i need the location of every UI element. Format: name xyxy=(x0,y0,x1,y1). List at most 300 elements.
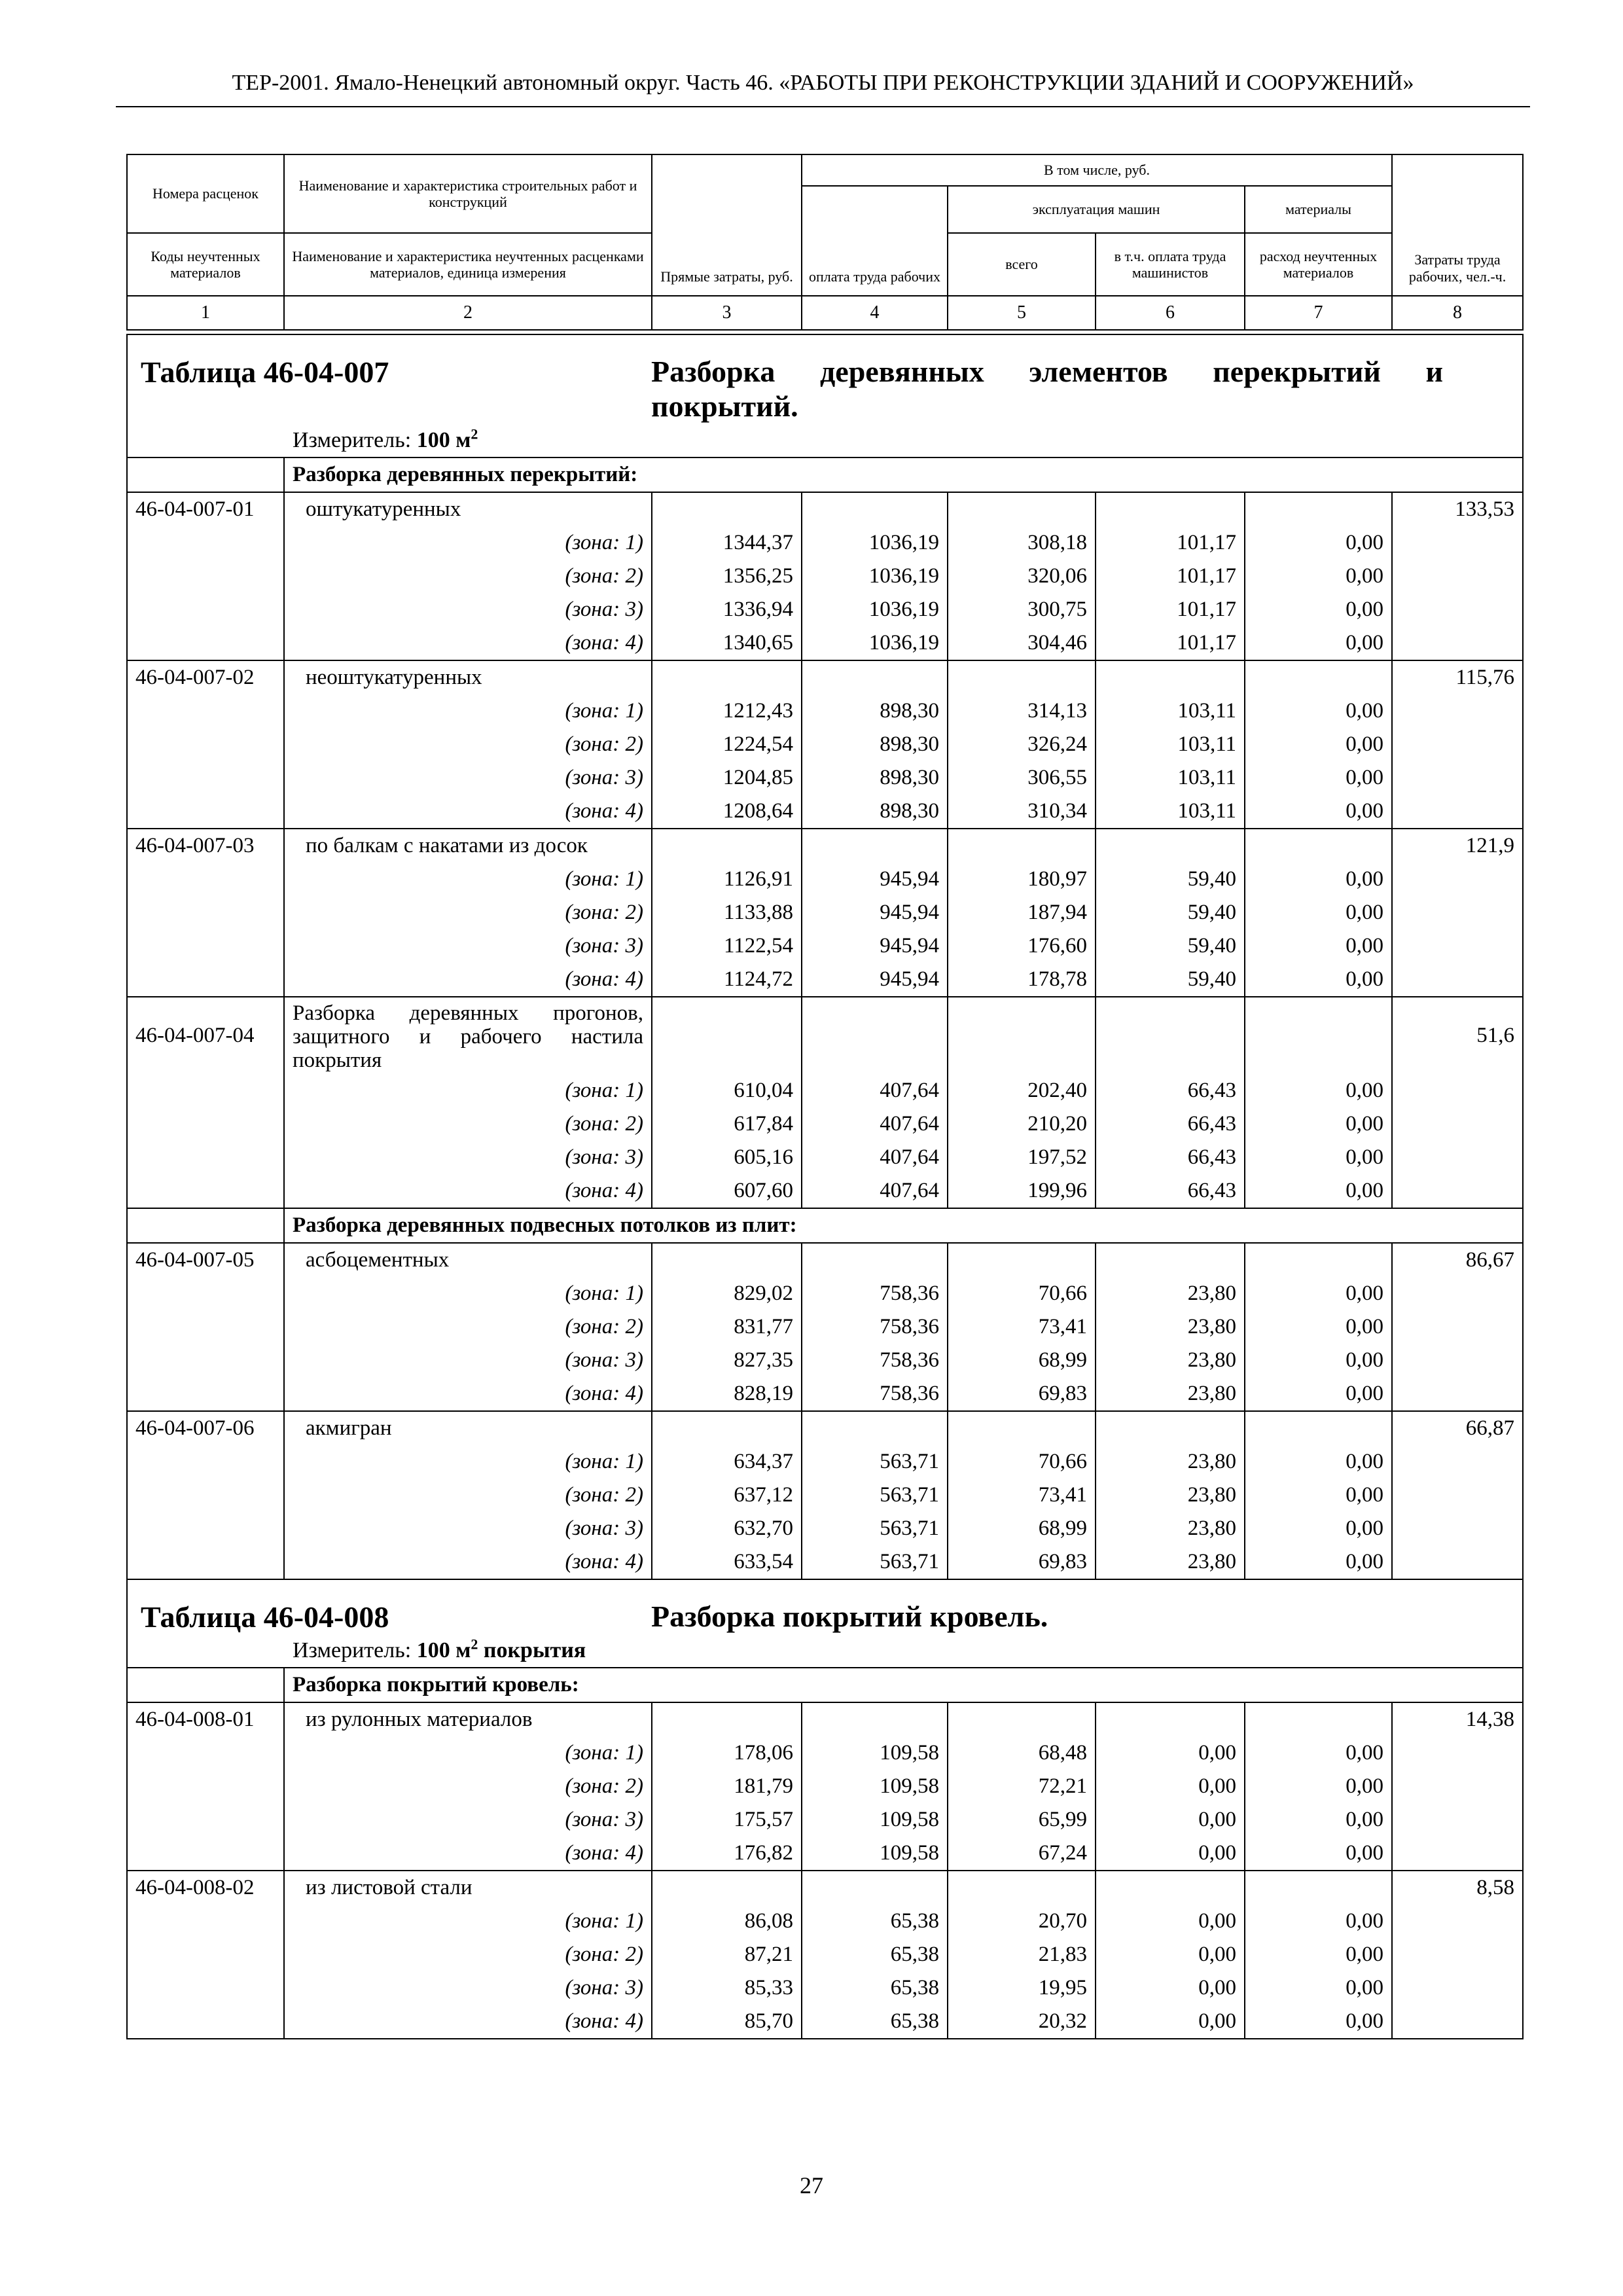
empty-cell xyxy=(1392,1445,1523,1479)
empty-cell xyxy=(652,829,802,863)
labor-value: 51,6 xyxy=(1392,997,1523,1074)
empty-cell xyxy=(1392,593,1523,626)
zone-row xyxy=(127,1938,1523,1971)
empty-cell xyxy=(127,1344,284,1377)
machines-total: 67,24 xyxy=(948,1837,1096,1871)
labor-value: 66,87 xyxy=(1392,1411,1523,1445)
direct-costs: 175,57 xyxy=(652,1803,802,1837)
direct-costs: 831,77 xyxy=(652,1310,802,1344)
direct-costs: 607,60 xyxy=(652,1174,802,1208)
machinist-wages: 0,00 xyxy=(1096,1905,1245,1938)
materials-consumption: 0,00 xyxy=(1245,929,1392,963)
table-id: Таблица 46-04-007 xyxy=(141,355,389,389)
zone-row xyxy=(127,1310,1523,1344)
empty-cell xyxy=(1392,1479,1523,1512)
meter xyxy=(293,1638,586,1663)
empty-cell xyxy=(127,593,284,626)
empty-cell xyxy=(1096,1411,1245,1445)
zone-row xyxy=(127,761,1523,795)
machines-total: 202,40 xyxy=(948,1074,1096,1107)
direct-costs: 176,82 xyxy=(652,1837,802,1871)
materials-consumption: 0,00 xyxy=(1245,963,1392,997)
section-spacer xyxy=(127,1668,284,1702)
rate-code: 46-04-008-02 xyxy=(127,1871,284,1905)
machines-total: 197,52 xyxy=(948,1141,1096,1174)
labor-value: 8,58 xyxy=(1392,1871,1523,1905)
machinist-wages: 101,17 xyxy=(1096,526,1245,560)
header-codes-materials: Коды неучтенных материалов xyxy=(127,233,284,296)
wages: 65,38 xyxy=(802,2005,948,2039)
direct-costs: 1340,65 xyxy=(652,626,802,660)
wages: 945,94 xyxy=(802,896,948,929)
machinist-wages: 103,11 xyxy=(1096,795,1245,829)
zone-row xyxy=(127,1837,1523,1871)
zone-label: (зона: 1) xyxy=(284,1074,652,1107)
rate-code: 46-04-007-03 xyxy=(127,829,284,863)
rates-table xyxy=(126,334,1524,2039)
empty-cell xyxy=(127,1174,284,1208)
wages: 109,58 xyxy=(802,1837,948,1871)
empty-cell xyxy=(1392,694,1523,728)
empty-cell xyxy=(127,1479,284,1512)
meter-sup: 2 xyxy=(471,1636,478,1653)
empty-cell xyxy=(1392,1736,1523,1770)
empty-cell xyxy=(802,1243,948,1277)
empty-cell xyxy=(127,1545,284,1579)
empty-cell xyxy=(127,1938,284,1971)
direct-costs: 633,54 xyxy=(652,1545,802,1579)
section-spacer xyxy=(127,457,284,492)
materials-consumption: 0,00 xyxy=(1245,694,1392,728)
table-title-cell xyxy=(127,1579,1523,1634)
rate-code: 46-04-008-01 xyxy=(127,1702,284,1736)
rate-name: асбоцементных xyxy=(284,1243,652,1277)
materials-consumption: 0,00 xyxy=(1245,761,1392,795)
section-title: Разборка деревянных перекрытий: xyxy=(284,457,1523,492)
zone-label: (зона: 3) xyxy=(284,1344,652,1377)
machines-total: 68,99 xyxy=(948,1344,1096,1377)
direct-costs: 87,21 xyxy=(652,1938,802,1971)
labor-value: 133,53 xyxy=(1392,492,1523,526)
empty-cell xyxy=(127,626,284,660)
empty-cell xyxy=(127,963,284,997)
wages: 109,58 xyxy=(802,1770,948,1803)
machinist-wages: 103,11 xyxy=(1096,728,1245,761)
empty-cell xyxy=(802,829,948,863)
zone-label: (зона: 2) xyxy=(284,1107,652,1141)
zone-row xyxy=(127,1141,1523,1174)
machines-total: 310,34 xyxy=(948,795,1096,829)
section-title: Разборка покрытий кровель: xyxy=(284,1668,1523,1702)
empty-cell xyxy=(1392,1512,1523,1545)
header-labor: Затраты труда рабочих, чел.-ч. xyxy=(1392,154,1523,296)
machines-total: 178,78 xyxy=(948,963,1096,997)
rate-row xyxy=(127,492,1523,526)
column-number: 3 xyxy=(652,296,802,330)
direct-costs: 637,12 xyxy=(652,1479,802,1512)
meter-value: 100 м xyxy=(416,427,471,452)
header-including: В том числе, руб. xyxy=(802,154,1392,186)
materials-consumption: 0,00 xyxy=(1245,1971,1392,2005)
empty-cell xyxy=(127,1074,284,1107)
machines-total: 314,13 xyxy=(948,694,1096,728)
column-number: 6 xyxy=(1096,296,1245,330)
empty-cell xyxy=(127,1770,284,1803)
materials-consumption: 0,00 xyxy=(1245,896,1392,929)
wages: 758,36 xyxy=(802,1344,948,1377)
zone-row xyxy=(127,2005,1523,2039)
empty-cell xyxy=(1392,1344,1523,1377)
header-name: Наименование и характеристика строительных работ и конструкций xyxy=(284,154,652,233)
rate-row xyxy=(127,829,1523,863)
zone-row xyxy=(127,1545,1523,1579)
empty-cell xyxy=(652,1871,802,1905)
materials-consumption: 0,00 xyxy=(1245,1074,1392,1107)
empty-cell xyxy=(1245,1702,1392,1736)
materials-consumption: 0,00 xyxy=(1245,728,1392,761)
meter-cell xyxy=(127,424,1523,457)
header-name-materials: Наименование и характеристика неучтенных расценками материалов, единица измерения xyxy=(284,233,652,296)
wages: 1036,19 xyxy=(802,560,948,593)
machines-total: 69,83 xyxy=(948,1545,1096,1579)
direct-costs: 85,33 xyxy=(652,1971,802,2005)
empty-cell xyxy=(127,795,284,829)
zone-label: (зона: 1) xyxy=(284,1277,652,1310)
materials-consumption: 0,00 xyxy=(1245,560,1392,593)
empty-cell xyxy=(802,997,948,1074)
empty-cell xyxy=(652,1411,802,1445)
wages: 407,64 xyxy=(802,1107,948,1141)
zone-row xyxy=(127,1107,1523,1141)
empty-cell xyxy=(127,1141,284,1174)
zone-label: (зона: 2) xyxy=(284,560,652,593)
machines-total: 69,83 xyxy=(948,1377,1096,1411)
materials-consumption: 0,00 xyxy=(1245,1905,1392,1938)
zone-row xyxy=(127,1377,1523,1411)
materials-consumption: 0,00 xyxy=(1245,1277,1392,1310)
empty-cell xyxy=(1392,1837,1523,1871)
machinist-wages: 23,80 xyxy=(1096,1277,1245,1310)
meter xyxy=(293,425,478,453)
zone-label: (зона: 4) xyxy=(284,795,652,829)
zone-label: (зона: 4) xyxy=(284,626,652,660)
table-title: Разборка деревянных элементов перекрытий и покрытий. xyxy=(651,355,1443,423)
empty-cell xyxy=(1392,626,1523,660)
machines-total: 73,41 xyxy=(948,1310,1096,1344)
empty-cell xyxy=(1245,1243,1392,1277)
direct-costs: 1133,88 xyxy=(652,896,802,929)
header-rule xyxy=(116,106,1530,107)
empty-cell xyxy=(1392,1277,1523,1310)
empty-cell xyxy=(1245,1411,1392,1445)
empty-cell xyxy=(1096,660,1245,694)
wages: 945,94 xyxy=(802,929,948,963)
zone-row xyxy=(127,896,1523,929)
empty-cell xyxy=(948,997,1096,1074)
page-number: 27 xyxy=(800,2172,823,2198)
machines-total: 21,83 xyxy=(948,1938,1096,1971)
zone-label: (зона: 2) xyxy=(284,1479,652,1512)
zone-label: (зона: 3) xyxy=(284,1141,652,1174)
rate-name: по балкам с накатами из досок xyxy=(284,829,652,863)
materials-consumption: 0,00 xyxy=(1245,1174,1392,1208)
direct-costs: 1212,43 xyxy=(652,694,802,728)
direct-costs: 634,37 xyxy=(652,1445,802,1479)
empty-cell xyxy=(1392,1971,1523,2005)
rate-name: из рулонных материалов xyxy=(284,1702,652,1736)
direct-costs: 178,06 xyxy=(652,1736,802,1770)
direct-costs: 1344,37 xyxy=(652,526,802,560)
header-direct-costs: Прямые затраты, руб. xyxy=(652,154,802,296)
empty-cell xyxy=(802,1871,948,1905)
empty-cell xyxy=(127,929,284,963)
machines-total: 300,75 xyxy=(948,593,1096,626)
machines-total: 176,60 xyxy=(948,929,1096,963)
empty-cell xyxy=(127,694,284,728)
direct-costs: 1122,54 xyxy=(652,929,802,963)
zone-row xyxy=(127,1770,1523,1803)
empty-cell xyxy=(948,1702,1096,1736)
direct-costs: 181,79 xyxy=(652,1770,802,1803)
wages: 945,94 xyxy=(802,963,948,997)
zone-label: (зона: 1) xyxy=(284,694,652,728)
machines-total: 20,70 xyxy=(948,1905,1096,1938)
wages: 898,30 xyxy=(802,694,948,728)
column-numbers-row xyxy=(127,296,1523,330)
meter-cell xyxy=(127,1634,1523,1668)
zone-row xyxy=(127,963,1523,997)
machines-total: 187,94 xyxy=(948,896,1096,929)
machinist-wages: 101,17 xyxy=(1096,626,1245,660)
zone-row xyxy=(127,1344,1523,1377)
table-title-row xyxy=(127,1579,1523,1634)
empty-cell xyxy=(802,492,948,526)
machines-total: 19,95 xyxy=(948,1971,1096,2005)
machines-total: 304,46 xyxy=(948,626,1096,660)
rate-code: 46-04-007-01 xyxy=(127,492,284,526)
empty-cell xyxy=(1392,761,1523,795)
materials-consumption: 0,00 xyxy=(1245,1512,1392,1545)
empty-cell xyxy=(1392,1074,1523,1107)
machines-total: 320,06 xyxy=(948,560,1096,593)
page-header-title: ТЕР-2001. Ямало-Ненецкий автономный округ. Часть 46. «РАБОТЫ ПРИ РЕКОНСТРУКЦИИ ЗДАНИЙ И СООРУЖЕНИЙ» xyxy=(232,71,1414,95)
rate-row xyxy=(127,1243,1523,1277)
machinist-wages: 103,11 xyxy=(1096,761,1245,795)
materials-consumption: 0,00 xyxy=(1245,1141,1392,1174)
column-header-table xyxy=(126,154,1524,331)
materials-consumption: 0,00 xyxy=(1245,1545,1392,1579)
wages: 1036,19 xyxy=(802,593,948,626)
materials-consumption: 0,00 xyxy=(1245,1445,1392,1479)
zone-label: (зона: 3) xyxy=(284,1971,652,2005)
wages: 758,36 xyxy=(802,1377,948,1411)
empty-cell xyxy=(127,761,284,795)
zone-row xyxy=(127,1736,1523,1770)
rate-code: 46-04-007-06 xyxy=(127,1411,284,1445)
wages: 758,36 xyxy=(802,1277,948,1310)
empty-cell xyxy=(948,829,1096,863)
empty-cell xyxy=(1392,560,1523,593)
materials-consumption: 0,00 xyxy=(1245,795,1392,829)
materials-consumption: 0,00 xyxy=(1245,526,1392,560)
empty-cell xyxy=(652,997,802,1074)
machinist-wages: 0,00 xyxy=(1096,1938,1245,1971)
empty-cell xyxy=(1392,1377,1523,1411)
empty-cell xyxy=(1392,1770,1523,1803)
machinist-wages: 0,00 xyxy=(1096,1736,1245,1770)
empty-cell xyxy=(127,1837,284,1871)
zone-label: (зона: 3) xyxy=(284,761,652,795)
zone-label: (зона: 1) xyxy=(284,863,652,896)
zone-row xyxy=(127,526,1523,560)
wages: 1036,19 xyxy=(802,626,948,660)
empty-cell xyxy=(1245,1871,1392,1905)
empty-cell xyxy=(1392,1141,1523,1174)
empty-cell xyxy=(127,896,284,929)
zone-row xyxy=(127,1074,1523,1107)
zone-row xyxy=(127,626,1523,660)
rate-name: Разборка деревянных прогонов, защитного и рабочего настила покрытия xyxy=(284,997,652,1074)
empty-cell xyxy=(127,863,284,896)
direct-costs: 829,02 xyxy=(652,1277,802,1310)
empty-cell xyxy=(652,1702,802,1736)
header-materials-consumption: расход неучтенных материалов xyxy=(1245,233,1392,296)
rate-name: из листовой стали xyxy=(284,1871,652,1905)
empty-cell xyxy=(1096,997,1245,1074)
empty-cell xyxy=(1392,1905,1523,1938)
rate-row xyxy=(127,1871,1523,1905)
empty-cell xyxy=(652,1243,802,1277)
direct-costs: 1356,25 xyxy=(652,560,802,593)
empty-cell xyxy=(948,660,1096,694)
direct-costs: 828,19 xyxy=(652,1377,802,1411)
zone-label: (зона: 4) xyxy=(284,1837,652,1871)
machinist-wages: 101,17 xyxy=(1096,560,1245,593)
materials-consumption: 0,00 xyxy=(1245,593,1392,626)
empty-cell xyxy=(1096,1243,1245,1277)
zone-label: (зона: 2) xyxy=(284,896,652,929)
wages: 1036,19 xyxy=(802,526,948,560)
zone-row xyxy=(127,560,1523,593)
zone-label: (зона: 2) xyxy=(284,1310,652,1344)
materials-consumption: 0,00 xyxy=(1245,1479,1392,1512)
empty-cell xyxy=(127,1971,284,2005)
table-title-cell xyxy=(127,334,1523,424)
empty-cell xyxy=(1392,1803,1523,1837)
empty-cell xyxy=(1392,1107,1523,1141)
direct-costs: 86,08 xyxy=(652,1905,802,1938)
empty-cell xyxy=(1392,863,1523,896)
wages: 65,38 xyxy=(802,1905,948,1938)
zone-label: (зона: 4) xyxy=(284,1174,652,1208)
direct-costs: 632,70 xyxy=(652,1512,802,1545)
rate-name: акмигран xyxy=(284,1411,652,1445)
machinist-wages: 66,43 xyxy=(1096,1074,1245,1107)
column-number: 7 xyxy=(1245,296,1392,330)
section-title: Разборка деревянных подвесных потолков из плит: xyxy=(284,1208,1523,1243)
machinist-wages: 59,40 xyxy=(1096,863,1245,896)
empty-cell xyxy=(1392,963,1523,997)
materials-consumption: 0,00 xyxy=(1245,1344,1392,1377)
rate-name: оштукатуренных xyxy=(284,492,652,526)
zone-row xyxy=(127,863,1523,896)
zone-row xyxy=(127,795,1523,829)
empty-cell xyxy=(127,560,284,593)
section-row xyxy=(127,1208,1523,1243)
wages: 563,71 xyxy=(802,1445,948,1479)
zone-label: (зона: 1) xyxy=(284,1736,652,1770)
machinist-wages: 0,00 xyxy=(1096,1770,1245,1803)
wages: 65,38 xyxy=(802,1938,948,1971)
table-id: Таблица 46-04-008 xyxy=(141,1600,389,1634)
direct-costs: 605,16 xyxy=(652,1141,802,1174)
empty-cell xyxy=(948,1871,1096,1905)
machinist-wages: 0,00 xyxy=(1096,1971,1245,2005)
zone-label: (зона: 2) xyxy=(284,1770,652,1803)
rate-row xyxy=(127,660,1523,694)
zone-label: (зона: 2) xyxy=(284,728,652,761)
wages: 407,64 xyxy=(802,1174,948,1208)
machines-total: 180,97 xyxy=(948,863,1096,896)
machines-total: 70,66 xyxy=(948,1445,1096,1479)
wages: 563,71 xyxy=(802,1479,948,1512)
machinist-wages: 66,43 xyxy=(1096,1107,1245,1141)
wages: 407,64 xyxy=(802,1141,948,1174)
empty-cell xyxy=(127,1736,284,1770)
wages: 407,64 xyxy=(802,1074,948,1107)
zone-row xyxy=(127,1905,1523,1938)
materials-consumption: 0,00 xyxy=(1245,1837,1392,1871)
column-number: 4 xyxy=(802,296,948,330)
table-meter-row xyxy=(127,1634,1523,1668)
empty-cell xyxy=(1392,795,1523,829)
rate-code: 46-04-007-05 xyxy=(127,1243,284,1277)
section-row xyxy=(127,1668,1523,1702)
materials-consumption: 0,00 xyxy=(1245,1107,1392,1141)
machinist-wages: 23,80 xyxy=(1096,1445,1245,1479)
meter-sup: 2 xyxy=(471,425,478,442)
empty-cell xyxy=(1096,492,1245,526)
empty-cell xyxy=(1392,1310,1523,1344)
labor-value: 115,76 xyxy=(1392,660,1523,694)
empty-cell xyxy=(127,1107,284,1141)
empty-cell xyxy=(652,492,802,526)
direct-costs: 827,35 xyxy=(652,1344,802,1377)
column-number: 2 xyxy=(284,296,652,330)
rate-row xyxy=(127,1411,1523,1445)
table-title: Разборка покрытий кровель. xyxy=(651,1599,1048,1633)
empty-cell xyxy=(1392,2005,1523,2039)
zone-label: (зона: 3) xyxy=(284,1512,652,1545)
machinist-wages: 66,43 xyxy=(1096,1174,1245,1208)
machines-total: 20,32 xyxy=(948,2005,1096,2039)
meter-label: Измеритель: xyxy=(293,1638,412,1662)
empty-cell xyxy=(948,1411,1096,1445)
empty-cell xyxy=(1392,1174,1523,1208)
machinist-wages: 0,00 xyxy=(1096,1837,1245,1871)
zone-row xyxy=(127,1277,1523,1310)
empty-cell xyxy=(127,728,284,761)
machines-total: 70,66 xyxy=(948,1277,1096,1310)
machines-total: 210,20 xyxy=(948,1107,1096,1141)
direct-costs: 1204,85 xyxy=(652,761,802,795)
table-title-row xyxy=(127,334,1523,424)
meter-label: Измеритель: xyxy=(293,427,412,452)
header-materials: материалы xyxy=(1245,186,1392,233)
zone-label: (зона: 3) xyxy=(284,929,652,963)
empty-cell xyxy=(802,660,948,694)
machinist-wages: 23,80 xyxy=(1096,1512,1245,1545)
